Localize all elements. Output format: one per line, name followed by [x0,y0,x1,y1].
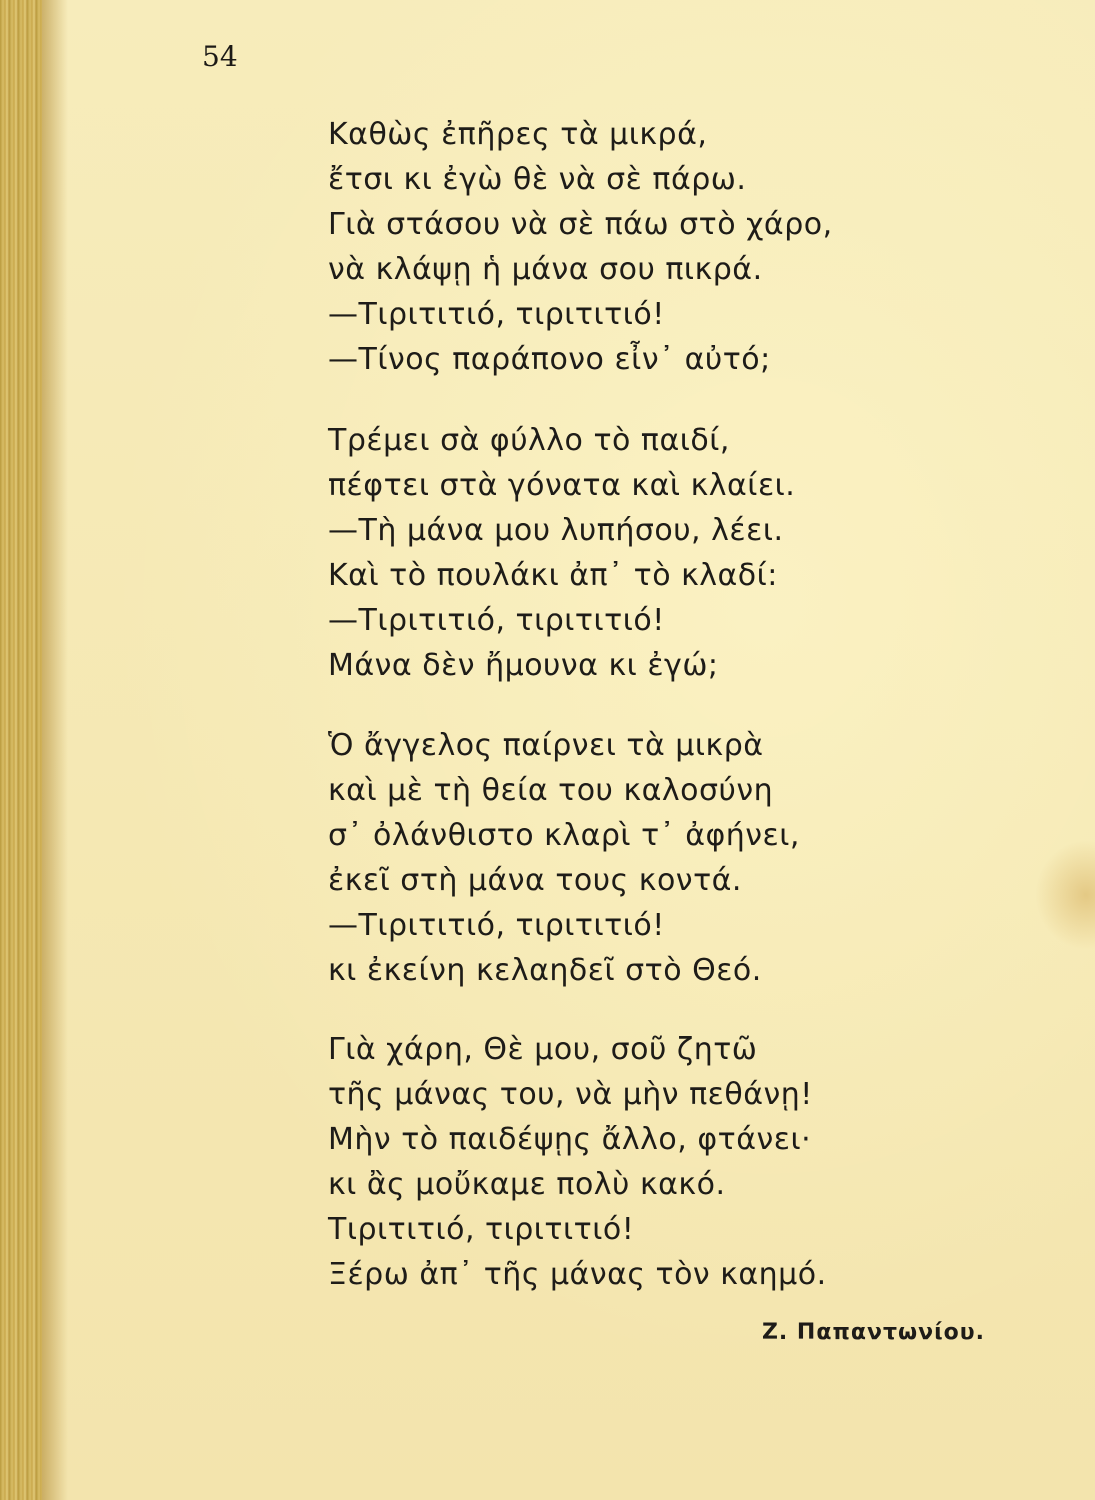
book-binding-edge [0,0,42,1500]
paper-stain [1035,840,1095,950]
poem-line: Μὴν τὸ παιδέψῃς ἄλλο, φτάνει· [328,1122,812,1157]
poem-line: σ᾽ ὀλάνθιστο κλαρὶ τ᾽ ἀφήνει, [328,818,800,853]
poem-line: κι ἂς μοὔκαμε πολὺ κακό. [328,1167,726,1202]
poem-line: Γιὰ στάσου νὰ σὲ πάω στὸ χάρο, [328,207,833,242]
poem-line: ἐκεῖ στὴ μάνα τους κοντά. [328,863,742,898]
poem-line: —Τίνος παράπονο εἶν᾽ αὐτό; [328,342,771,377]
author-signature: Ζ. Παπαντωνίου. [761,1320,985,1345]
poem-line: Γιὰ χάρη, Θὲ μου, σοῦ ζητῶ [328,1032,758,1067]
poem-line: Τιριτιτιό, τιριτιτιό! [328,1212,635,1247]
poem-line: τῆς μάνας του, νὰ μὴν πεθάνῃ! [328,1077,813,1112]
poem-line: —Τιριτιτιό, τιριτιτιό! [328,908,665,943]
stanza-3 [328,723,800,993]
page-number: 54 [202,40,238,73]
stanza-2 [328,418,795,688]
stanza-4 [328,1027,827,1297]
poem-line: Μάνα δὲν ἤμουνα κι ἐγώ; [328,648,719,683]
poem-line: Καὶ τὸ πουλάκι ἀπ᾽ τὸ κλαδί: [328,558,778,593]
poem-line: Ὁ ἄγγελος παίρνει τὰ μικρὰ [328,728,764,763]
stanza-1 [328,112,833,382]
poem-line: πέφτει στὰ γόνατα καὶ κλαίει. [328,468,796,503]
poem-line: —Τιριτιτιό, τιριτιτιό! [328,603,665,638]
poem-line: κι ἐκείνη κελαηδεῖ στὸ Θεό. [328,953,762,988]
poem-line: Ξέρω ἀπ᾽ τῆς μάνας τὸν καημό. [328,1257,827,1292]
poem-line: Τρέμει σὰ φύλλο τὸ παιδί, [328,423,730,458]
poem-line: ἔτσι κι ἐγὼ θὲ νὰ σὲ πάρω. [328,162,747,197]
poem-line: —Τὴ μάνα μου λυπήσου, λέει. [328,513,784,548]
poem-line: νὰ κλάψῃ ἡ μάνα σου πικρά. [328,252,763,287]
poem-line: καὶ μὲ τὴ θεία του καλοσύνη [328,773,774,808]
binding-shadow [42,0,68,1500]
poem-line: —Τιριτιτιό, τιριτιτιό! [328,297,665,332]
poem-line: Καθὼς ἐπῆρες τὰ μικρά, [328,117,708,152]
